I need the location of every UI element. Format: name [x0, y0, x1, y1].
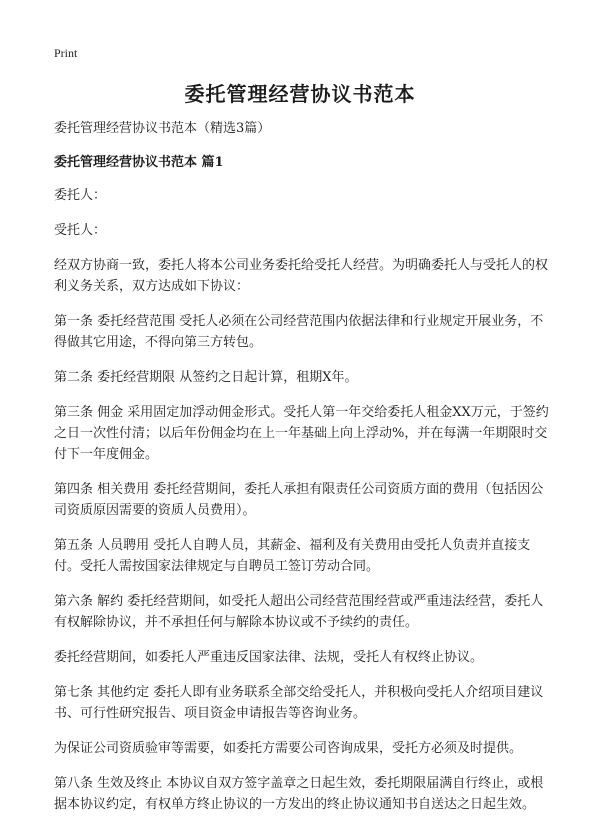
paragraph-preamble: 经双方协商一致，委托人将本公司业务委托给受托人经营。为明确委托人与受托人的权利义务关系，双方达成如下协议： — [54, 258, 549, 294]
document-subtitle: 委托管理经营协议书范本（精选3篇） — [54, 121, 271, 136]
paragraph-article-7: 第七条 其他约定 委托人即有业务联系全部交给受托人，并积极向受托人介绍项目建议书、可行性研究报告、项目资金申请报告等咨询业务。 — [54, 685, 544, 721]
paragraph-article-4: 第四条 相关费用 委托经营期间，委托人承担有限责任公司资质方面的费用（包括因公司资质原因需要的资质人员费用）。 — [54, 482, 544, 518]
paragraph-article-5: 第五条 人员聘用 受托人自聘人员，其薪金、福利及有关费用由受托人负责并直接支付。受托人需按国家法律规定与自聘员工签订劳动合同。 — [54, 538, 531, 574]
document-title: 委托管理经营协议书范本 — [184, 82, 416, 106]
paragraph-article-3: 第三条 佣金 采用固定加浮动佣金形式。受托人第一年交给委托人租金XX万元，于签约之日一次性付清；以后年份佣金均在上一年基础上向上浮动%，并在每满一年期限时交付下一年度佣金。 — [54, 405, 549, 462]
document-body — [54, 118, 554, 829]
paragraph-article-8: 第八条 生效及终止 本协议自双方签字盖章之日起生效，委托期限届满自行终止，或根据本协议约定，有权单方终止协议的一方发出的终止协议通知书自送达之日起生效。 — [54, 776, 544, 812]
print-label: Print — [54, 46, 78, 60]
paragraph-article-6: 第六条 解约 委托经营期间，如受托人超出公司经营范围经营或严重违法经营，委托人有权解除协议，并不承担任何与解除本协议或不予续约的责任。 — [54, 594, 544, 630]
section-heading: 委托管理经营协议书范本 篇1 — [54, 155, 224, 170]
paragraph-article-7-b: 为保证公司资质验审等需要，如委托方需要公司咨询成果，受托方必须及时提供。 — [54, 741, 523, 756]
paragraph-article-6-b: 委托经营期间，如委托人严重违反国家法律、法规，受托人有权终止协议。 — [54, 650, 484, 665]
paragraph-client: 委托人： — [54, 188, 107, 203]
paragraph-article-1: 第一条 委托经营范围 受托人必须在公司经营范围内依据法律和行业规定开展业务，不得做其它用途，不得向第三方转包。 — [54, 314, 544, 350]
paragraph-article-2: 第二条 委托经营期限 从签约之日起计算，租期X年。 — [54, 370, 358, 385]
paragraph-trustee: 受托人： — [54, 223, 107, 238]
